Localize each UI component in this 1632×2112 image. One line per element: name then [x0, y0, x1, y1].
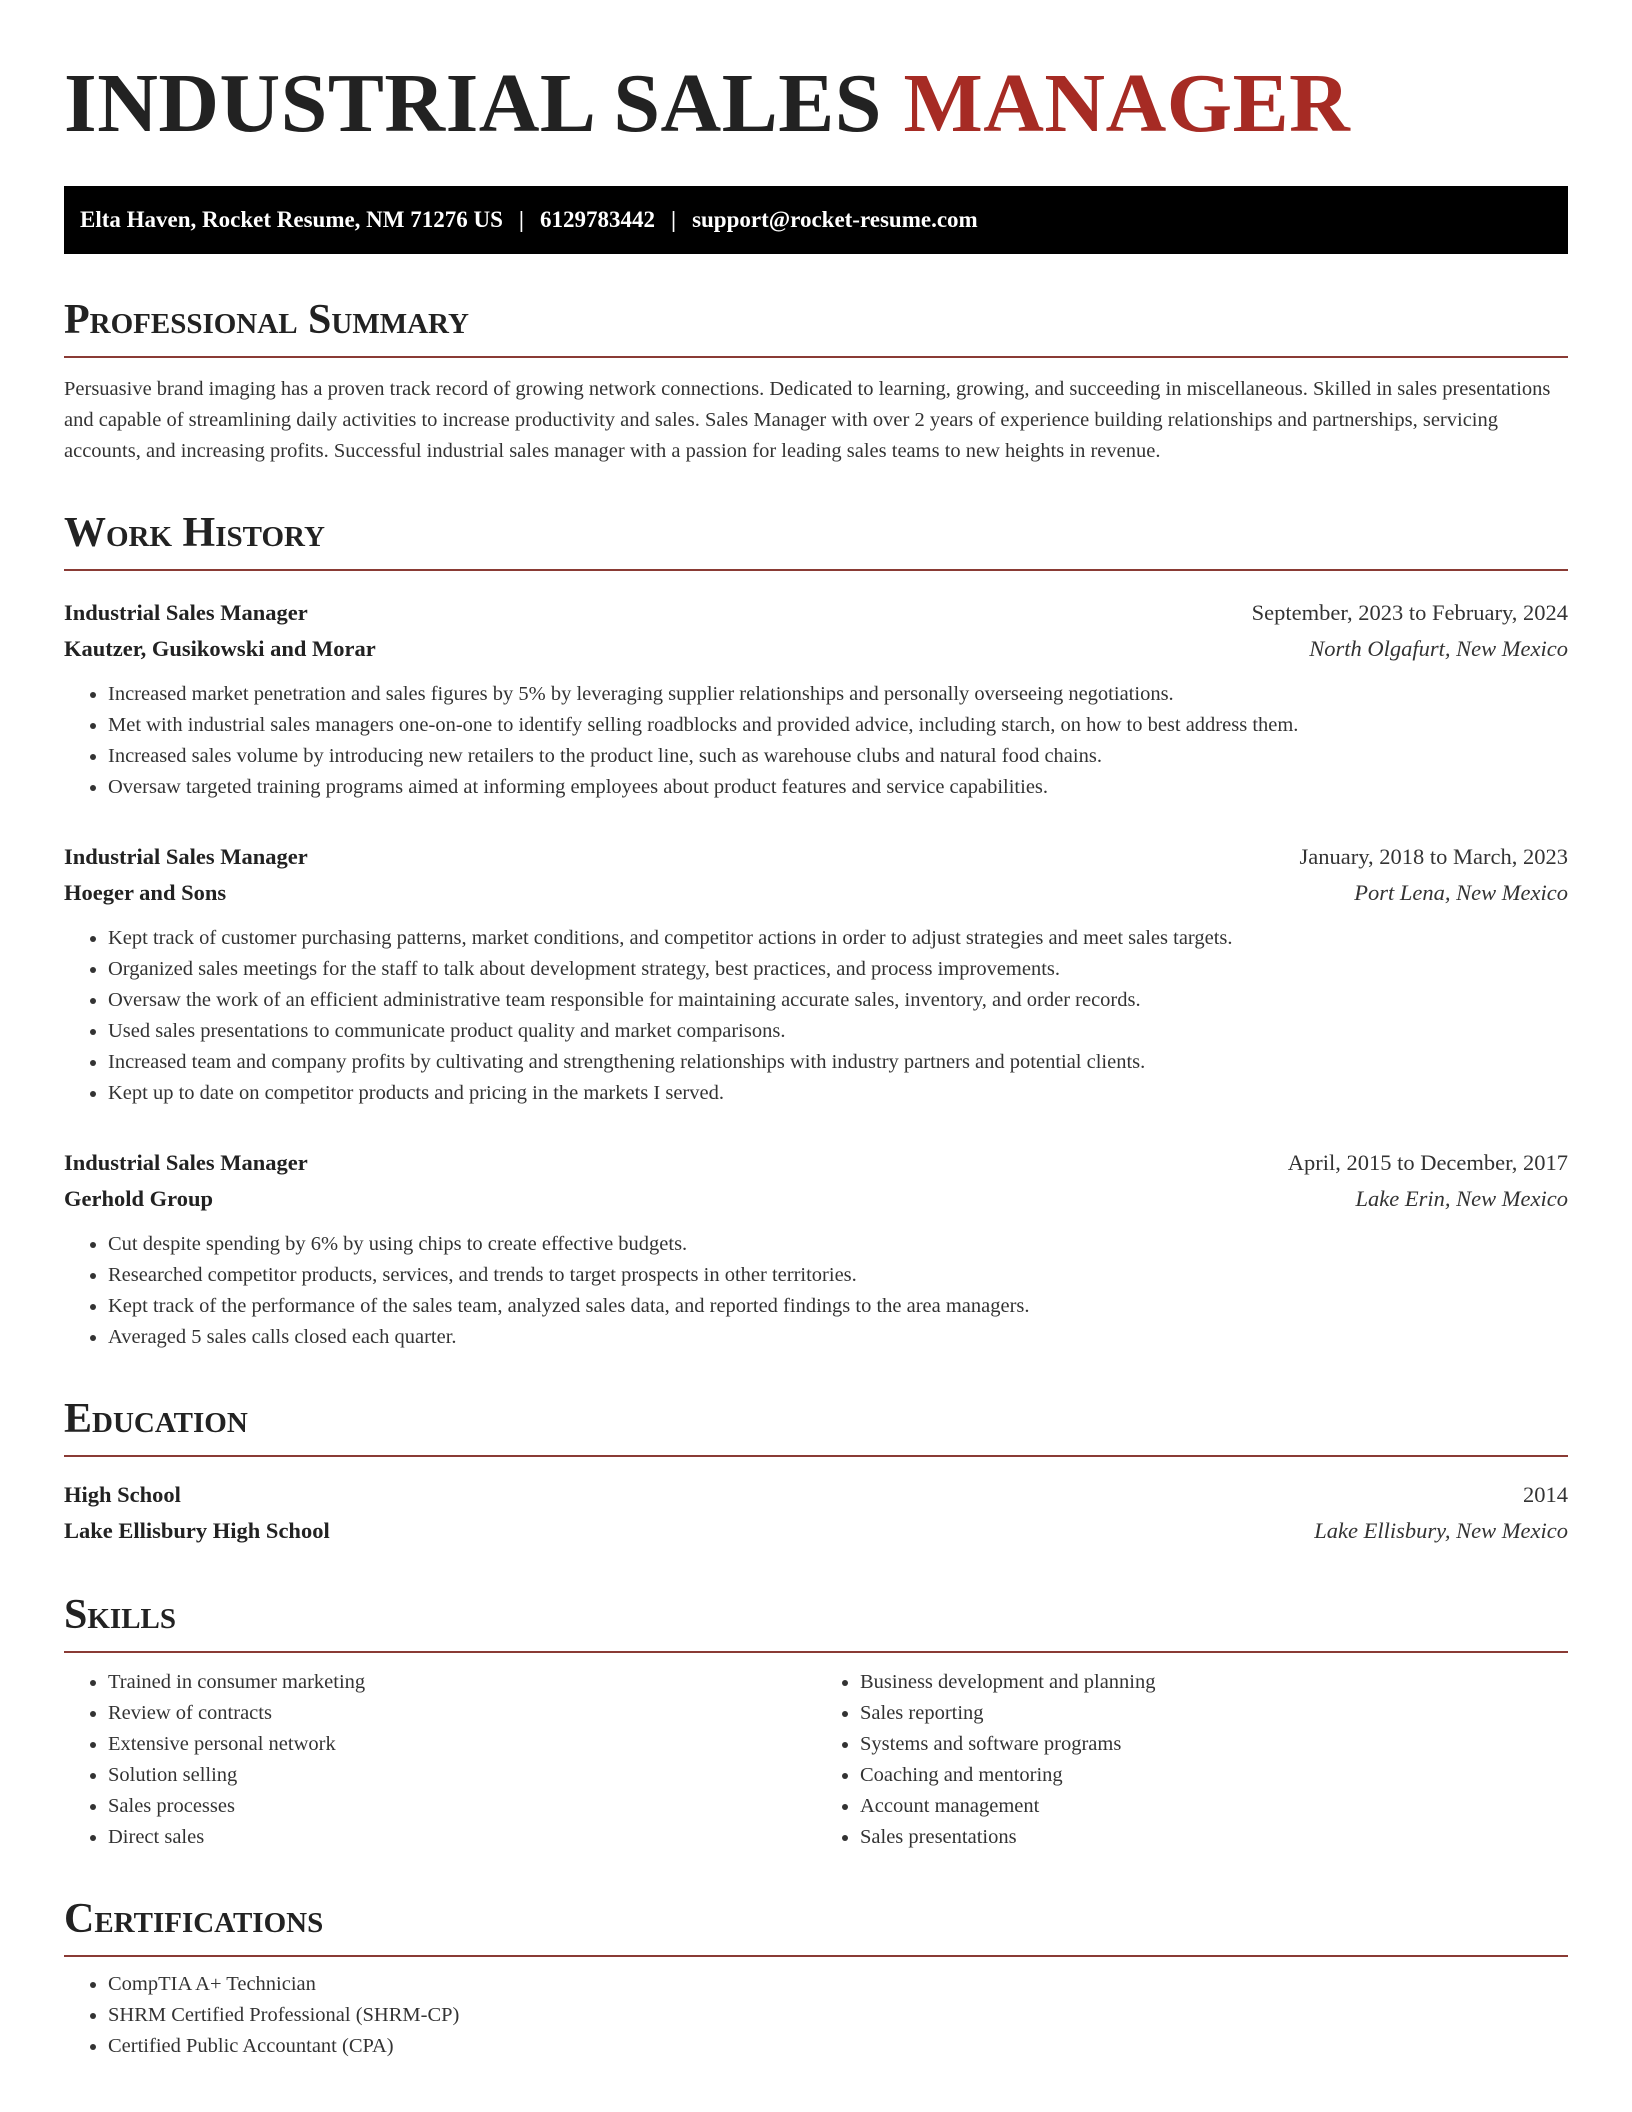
skills-list-left: [64, 1667, 816, 1853]
job-bullet: • Oversaw the work of an efficient administrative team responsible for maintaining accurate sales, inventory, and order records.: [108, 985, 1568, 1016]
education-school: Lake Ellisbury High School: [64, 1518, 330, 1543]
education-section: [64, 1393, 1568, 1549]
contact-phone: 6129783442: [539, 207, 655, 232]
contact-separator: |: [518, 207, 524, 232]
job-bullet: • Organized sales meetings for the staff to talk about development strategy, best practices, and process improvements.: [108, 954, 1568, 985]
job-bullet: • Used sales presentations to communicate product quality and market comparisons.: [108, 1016, 1568, 1047]
skills-list-right: [816, 1667, 1568, 1853]
job-company: Kautzer, Gusikowski and Morar: [64, 636, 376, 661]
job-entry: [64, 1145, 1568, 1353]
skill-item: • Extensive personal network: [108, 1729, 816, 1760]
job-location: Port Lena, New Mexico: [1354, 880, 1568, 905]
education-heading: Education: [64, 1393, 1568, 1457]
job-location: Lake Erin, New Mexico: [1355, 1186, 1568, 1211]
skill-item: • Systems and software programs: [860, 1729, 1568, 1760]
resume-title: [64, 56, 1568, 152]
job-bullet: • Averaged 5 sales calls closed each quarter.: [108, 1322, 1568, 1353]
job-company: Hoeger and Sons: [64, 880, 227, 905]
skill-item: • Sales reporting: [860, 1698, 1568, 1729]
skill-item: • Direct sales: [108, 1822, 816, 1853]
summary-heading: Professional Summary: [64, 294, 1568, 358]
certification-item: • CompTIA A+ Technician: [108, 1969, 1568, 2000]
job-title: Industrial Sales Manager: [64, 1150, 308, 1175]
job-bullet: • Cut despite spending by 6% by using chips to create effective budgets.: [108, 1229, 1568, 1260]
title-accent: MANAGER: [903, 57, 1351, 150]
job-bullet: • Met with industrial sales managers one-on-one to identify selling roadblocks and provided advice, including starch, on how to best address them.: [108, 710, 1568, 741]
job-entry: [64, 595, 1568, 803]
job-bullets: [64, 1229, 1568, 1353]
job-bullet: • Kept track of customer purchasing patterns, market conditions, and competitor actions in order to adjust strategies and meet sales targets.: [108, 923, 1568, 954]
certifications-list: [64, 1969, 1568, 2062]
job-bullet: • Kept up to date on competitor products and pricing in the markets I served.: [108, 1078, 1568, 1109]
job-dates: September, 2023 to February, 2024: [1251, 600, 1568, 625]
education-year: 2014: [1523, 1482, 1568, 1507]
job-bullets: [64, 923, 1568, 1109]
job-entry: [64, 839, 1568, 1109]
job-dates: April, 2015 to December, 2017: [1287, 1150, 1568, 1175]
skill-item: • Coaching and mentoring: [860, 1760, 1568, 1791]
contact-bar: [64, 186, 1568, 254]
work-history-heading: Work History: [64, 507, 1568, 571]
summary-section: [64, 294, 1568, 467]
education-entry: [64, 1477, 1568, 1549]
job-bullet: • Researched competitor products, services, and trends to target prospects in other territories.: [108, 1260, 1568, 1291]
contact-separator: |: [670, 207, 677, 232]
skill-item: • Business development and planning: [860, 1667, 1568, 1698]
contact-address: Elta Haven, Rocket Resume, NM 71276 US: [80, 207, 503, 232]
job-bullet: • Increased sales volume by introducing new retailers to the product line, such as warehouse clubs and natural food chains.: [108, 741, 1568, 772]
skill-item: • Sales presentations: [860, 1822, 1568, 1853]
certification-item: • Certified Public Accountant (CPA): [108, 2031, 1568, 2062]
job-dates: January, 2018 to March, 2023: [1299, 844, 1568, 869]
certification-item: • SHRM Certified Professional (SHRM-CP): [108, 2000, 1568, 2031]
skills-section: [64, 1589, 1568, 1853]
skill-item: • Account management: [860, 1791, 1568, 1822]
title-main: INDUSTRIAL SALES: [64, 57, 904, 150]
summary-text: Persuasive brand imaging has a proven track record of growing network connections. Dedicated to learning, growing, and succeeding in miscellaneous. Skilled in sales presentations and capable of streamlining daily activities to increase productivity and sales. Sales Manager with over 2 years of experience building relationships and partnerships, servicing accounts, and increasing profits. Successful industrial sales manager with a passion for leading sales teams to new heights in revenue.: [64, 378, 1551, 462]
skill-item: • Solution selling: [108, 1760, 816, 1791]
job-title: Industrial Sales Manager: [64, 600, 308, 625]
skill-item: • Review of contracts: [108, 1698, 816, 1729]
education-degree: High School: [64, 1482, 181, 1507]
job-company: Gerhold Group: [64, 1186, 213, 1211]
skills-columns: [64, 1667, 1568, 1853]
job-bullet: • Oversaw targeted training programs aimed at informing employees about product features and service capabilities.: [108, 772, 1568, 803]
contact-email: support@rocket-resume.com: [692, 207, 978, 232]
skill-item: • Trained in consumer marketing: [108, 1667, 816, 1698]
job-bullet: • Increased team and company profits by cultivating and strengthening relationships with industry partners and potential clients.: [108, 1047, 1568, 1078]
job-title: Industrial Sales Manager: [64, 844, 308, 869]
skill-item: • Sales processes: [108, 1791, 816, 1822]
certifications-section: [64, 1893, 1568, 2062]
job-bullets: [64, 679, 1568, 803]
work-history-section: [64, 507, 1568, 1353]
job-bullet: • Kept track of the performance of the sales team, analyzed sales data, and reported findings to the area managers.: [108, 1291, 1568, 1322]
certifications-heading: Certifications: [64, 1893, 1568, 1957]
job-bullet: • Increased market penetration and sales figures by 5% by leveraging supplier relationships and personally overseeing negotiations.: [108, 679, 1568, 710]
skills-heading: Skills: [64, 1589, 1568, 1653]
job-location: North Olgafurt, New Mexico: [1309, 636, 1568, 661]
education-location: Lake Ellisbury, New Mexico: [1314, 1518, 1568, 1543]
